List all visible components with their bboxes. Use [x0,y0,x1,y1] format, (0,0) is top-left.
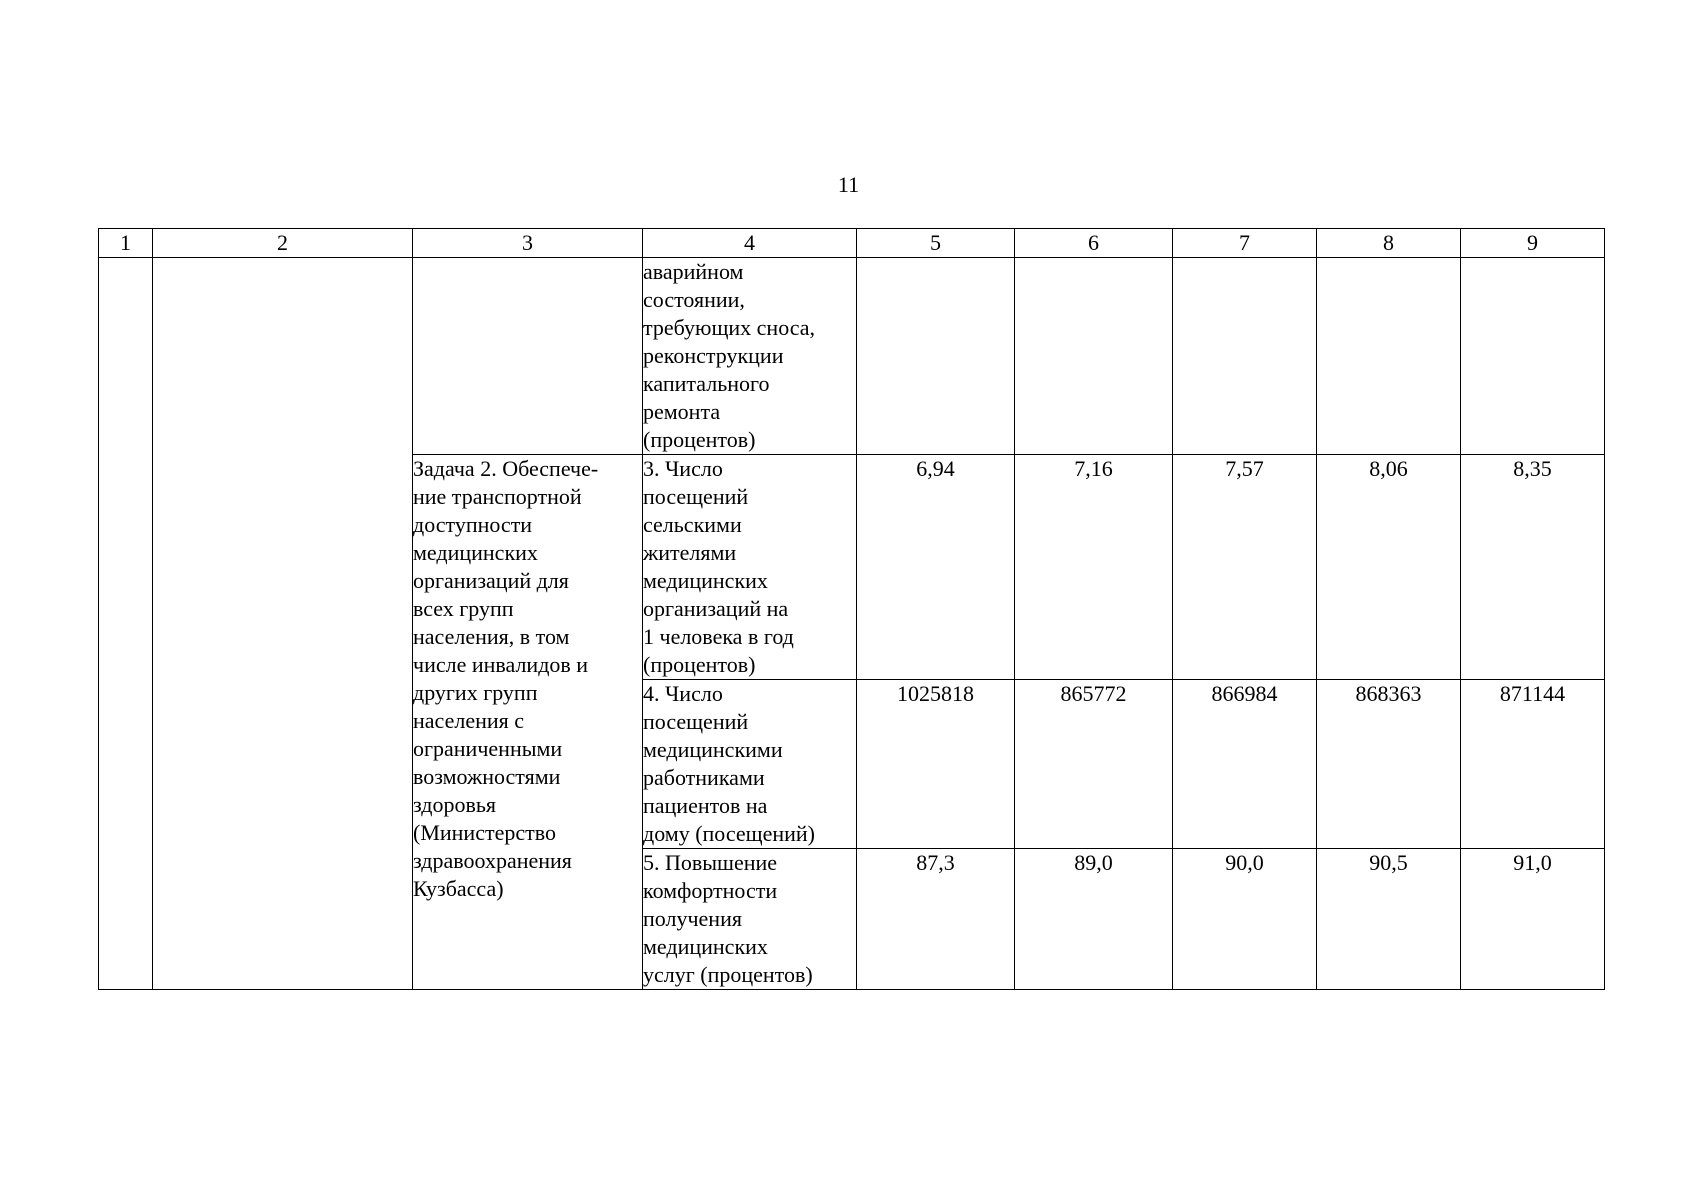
indicator-cell [643,258,857,455]
text-line: (Министерство [413,820,556,845]
column-number: 1 [99,229,153,258]
indicator-cell [643,849,857,990]
column-number-row [99,229,1605,258]
col2-cell [153,258,413,990]
value-cell [1173,258,1317,455]
value-cell [1461,258,1605,455]
value-cell: 866984 [1173,680,1317,849]
text-line: 4. Число [643,681,723,706]
text-line: Задача 2. Обеспече- [413,456,599,481]
text-line: требующих сноса, [643,315,816,340]
text-line: 1 человека в год [643,624,794,649]
value-cell: 89,0 [1015,849,1173,990]
value-cell: 868363 [1317,680,1461,849]
column-number: 3 [413,229,643,258]
text-line: всех групп [413,596,514,621]
text-line: услуг (процентов) [643,962,813,987]
indicator-cell [643,455,857,680]
text-line: получения [643,906,742,931]
text-line: сельскими [643,512,742,537]
text-line: посещений [643,709,749,734]
column-number: 2 [153,229,413,258]
text-line: организаций для [413,568,569,593]
value-cell: 865772 [1015,680,1173,849]
col3-cell [413,258,643,455]
text-line: организаций на [643,596,789,621]
column-number: 6 [1015,229,1173,258]
table-row [99,258,1605,455]
column-number: 5 [857,229,1015,258]
value-cell: 7,16 [1015,455,1173,680]
value-cell: 8,06 [1317,455,1461,680]
text-line: ние транспортной [413,484,582,509]
text-line: здравоохранения [413,848,572,873]
value-cell [857,258,1015,455]
value-cell: 8,35 [1461,455,1605,680]
text-line: капитального [643,371,770,396]
text-line: посещений [643,484,749,509]
text-line: (процентов) [643,427,756,452]
text-line: ограниченными [413,736,563,761]
value-cell: 90,5 [1317,849,1461,990]
indicator-cell [643,680,857,849]
value-cell: 90,0 [1173,849,1317,990]
col1-cell [99,258,153,990]
value-cell: 1025818 [857,680,1015,849]
page-number: 11 [837,172,860,197]
value-cell: 871144 [1461,680,1605,849]
task-cell [413,455,643,990]
text-line: комфортности [643,878,778,903]
value-cell: 87,3 [857,849,1015,990]
text-line: дому (посещений) [643,821,815,846]
text-line: Кузбасса) [413,876,504,901]
text-line: медицинскими [643,737,783,762]
text-line: (процентов) [643,652,756,677]
column-number: 7 [1173,229,1317,258]
text-line: аварийном [643,259,744,284]
column-number: 8 [1317,229,1461,258]
text-line: реконструкции [643,343,784,368]
column-number: 4 [643,229,857,258]
text-line: возможностями [413,764,561,789]
text-line: других групп [413,680,538,705]
value-cell [1317,258,1461,455]
text-line: жителями [643,540,737,565]
text-line: работниками [643,765,765,790]
text-line: пациентов на [643,793,768,818]
indicators-table [98,228,1605,990]
value-cell [1015,258,1173,455]
value-cell: 7,57 [1173,455,1317,680]
text-line: 5. Повышение [643,850,778,875]
text-line: медицинских [413,540,538,565]
text-line: состоянии, [643,287,745,312]
value-cell: 91,0 [1461,849,1605,990]
text-line: медицинских [643,568,768,593]
value-cell: 6,94 [857,455,1015,680]
text-line: населения, в том [413,624,570,649]
column-number: 9 [1461,229,1605,258]
text-line: числе инвалидов и [413,652,589,677]
text-line: населения с [413,708,525,733]
text-line: доступности [413,512,533,537]
text-line: здоровья [413,792,497,817]
text-line: ремонта [643,399,721,424]
text-line: медицинских [643,934,768,959]
text-line: 3. Число [643,456,723,481]
